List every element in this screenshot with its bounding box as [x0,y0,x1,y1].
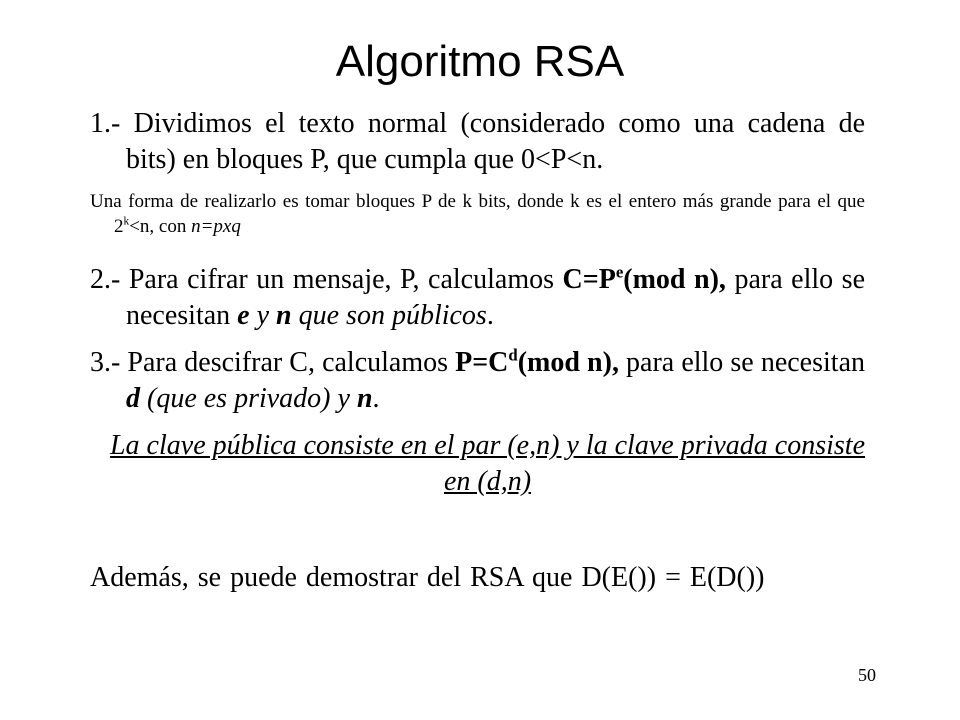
encrypt-formula-end: (mod n), [623,264,726,295]
decrypt-formula [455,347,619,378]
decrypt-exponent: d [508,345,518,365]
step-2-italic-y: y [249,300,277,331]
note-formula: n=pxq [191,216,241,237]
decrypt-formula-end: (mod n), [517,347,619,378]
page-number: 50 [858,665,876,685]
step-2-paragraph [90,262,865,334]
step-2-prefix: 2.- Para cifrar un mensaje, P, calculamos [90,264,563,295]
note-middle: <n, con [129,216,192,237]
final-statement: Además, se puede demostrar del RSA que D(E()) = E(D()) [90,562,765,593]
encrypt-formula [563,264,726,295]
step-3-middle: para ello se necesitan [618,347,865,378]
step-1-note [90,189,865,239]
step-2-middle: para ello se necesitan [126,264,865,331]
encrypt-formula-base: C=P [562,264,616,295]
decrypt-formula-base: P=C [455,347,509,378]
encrypt-exponent: e [615,262,624,282]
var-e: e [237,300,250,331]
step-3-italic-mid: (que es privado) y [140,383,357,414]
step-2-italic-end: que son públicos [291,300,487,331]
step-1-paragraph: 1.- Dividimos el texto normal (considerado como una cadena de bits) en bloques P, que cumpla que 0<P<n. [90,108,865,175]
step-3-paragraph [90,345,865,417]
note-exponent-k: k [123,215,130,228]
step-2-end: . [486,300,494,331]
var-n: n [276,300,292,331]
note-prefix: Una forma de realizarlo es tomar bloques P de k bits, donde k es el entero más grande para el que 2 [90,191,865,237]
var-d: d [126,383,140,414]
step-3-prefix: 3.- Para descifrar C, calculamos [90,347,456,378]
var-n-2: n [356,383,373,414]
slide-title: Algoritmo RSA [335,37,625,86]
step-3-end: . [372,383,380,414]
key-pair-conclusion: La clave pública consiste en el par (e,n) y la clave privada consiste en (d,n) [109,430,865,497]
